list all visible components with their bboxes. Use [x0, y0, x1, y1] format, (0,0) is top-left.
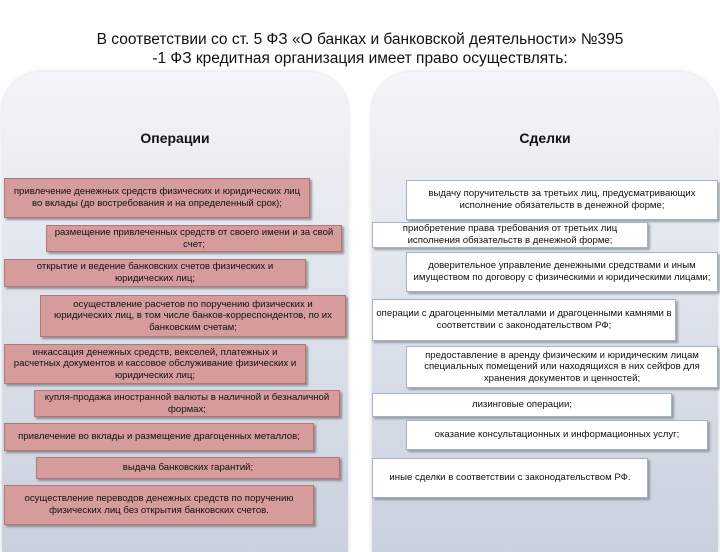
operation-item-accounts [4, 259, 306, 287]
deal-item-consulting [406, 420, 708, 450]
title-line-1: В соответствии со ст. 5 ФЗ «О банках и банковской деятельности» №395 [96, 31, 624, 48]
operation-item-text: выдача банковских гарантий; [122, 462, 254, 474]
operation-item-transfers [4, 485, 314, 525]
operation-item-guarantees [36, 457, 340, 479]
operation-item-text: привлечение денежных средств физических и юридических лиц во вклады (до востребования и на определенный срок); [13, 186, 301, 209]
operation-item-metals [4, 423, 314, 451]
operation-item-text: осуществление расчетов по поручению физических и юридических лиц, в том числе банков-корреспондентов, по их банковским счетам; [54, 298, 332, 333]
operation-item-text: купля-продажа иностранной валюты в наличной и безналичной формах; [44, 391, 330, 415]
deal-item-text: доверительное управление денежными средствами и иным имуществом по договору с физическими и юридическими лицами; [413, 260, 711, 283]
operation-item-text: инкассация денежных средств, векселей, платежных и расчетных документов и кассовое обслуживание физических и юридических лиц; [13, 346, 297, 381]
operation-item-text: открытие и ведение банковских счетов физических и юридических лиц; [36, 261, 274, 284]
deal-item-text: иные сделки в соответствии с законодательством РФ. [389, 472, 631, 484]
deal-item-text: приобретение права требования от третьих лиц исполнения обязательств в денежной форме; [402, 223, 618, 246]
deal-item-other [372, 458, 648, 498]
operation-item-placement [46, 225, 342, 252]
operation-item-text: осуществление переводов денежных средств по поручению физических лиц без открытия банковских счетов. [24, 493, 294, 516]
slide-title [40, 30, 680, 68]
deal-item-text: оказание консультационных и информационных услуг; [434, 429, 680, 441]
operation-item-currency [34, 390, 340, 417]
operations-heading: Операции [140, 130, 210, 146]
deal-item-rent [406, 346, 718, 388]
operation-item-text: привлечение во вклады и размещение драгоценных металлов; [18, 431, 300, 443]
deal-item-text: выдачу поручительств за третьих лиц, предусматривающих исполнение обязательств в денежной форме; [428, 188, 696, 211]
deal-item-guarantee [406, 180, 718, 220]
operation-item-collection [4, 344, 306, 384]
operation-item-settlements [40, 295, 346, 337]
deal-item-leasing [372, 393, 672, 417]
deals-heading: Сделки [519, 130, 571, 146]
deal-item-precious [372, 299, 676, 341]
deal-item-text: предоставление в аренду физическим и юридическим лицам специальных помещений или находящихся в них сейфов для хранения документов и ценностей; [424, 349, 700, 384]
deal-item-claims [372, 222, 648, 248]
operation-item-deposits [4, 178, 310, 218]
deal-item-text: лизинговые операции; [471, 399, 573, 411]
deal-item-text: операции с драгоценными металлами и драгоценными камнями в соответствии с законодательством РФ; [376, 308, 672, 331]
deal-item-trust [406, 252, 718, 292]
title-line-2: -1 ФЗ кредитная организация имеет право осуществлять: [152, 50, 568, 67]
operation-item-text: размещение привлеченных средств от своего имени и за свой счет; [54, 226, 334, 250]
